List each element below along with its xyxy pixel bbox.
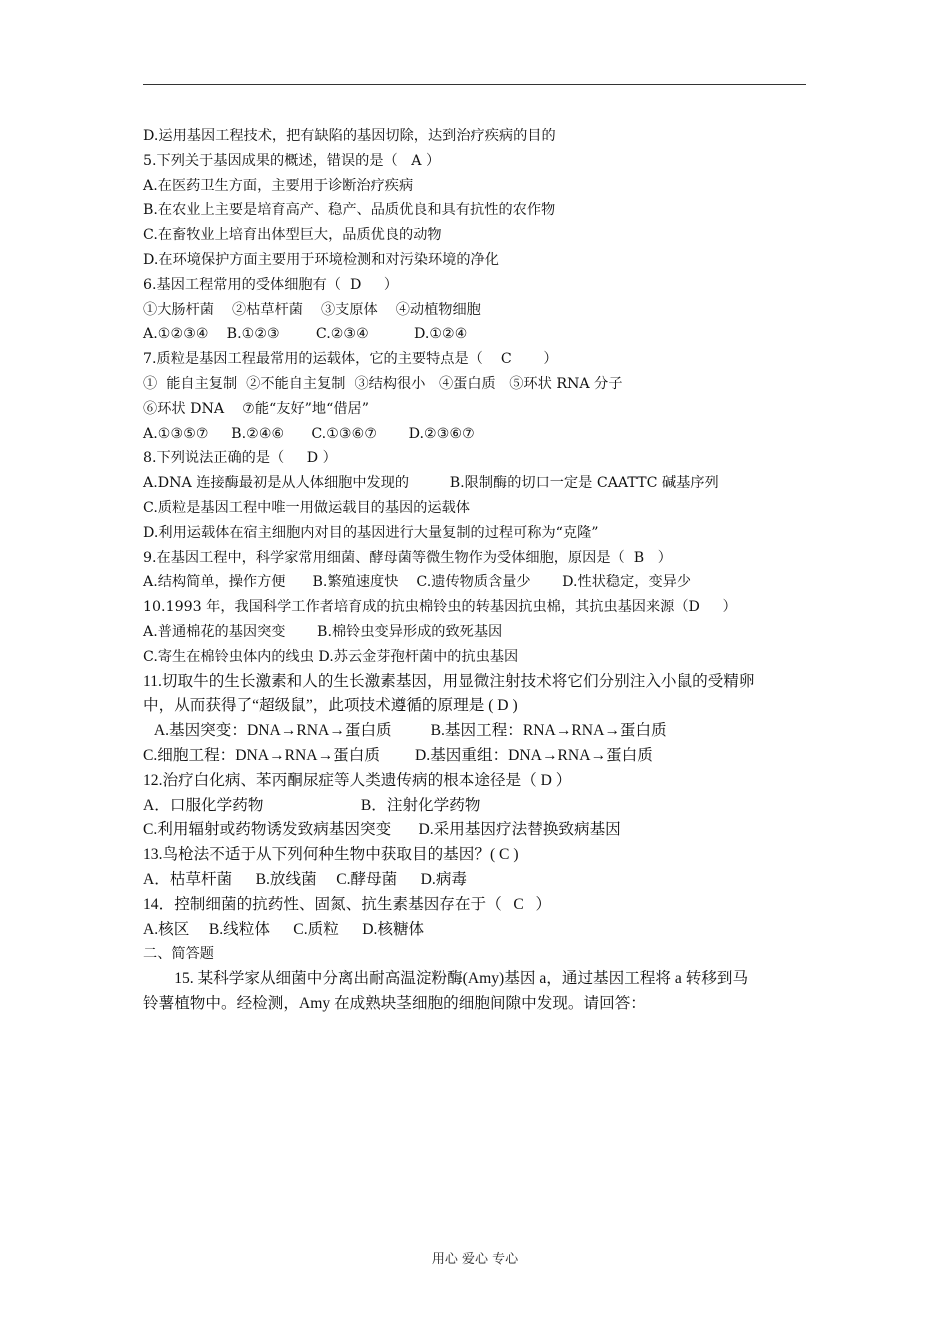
text-line: ① 能自主复制 ②不能自主复制 ③结构很小 ④蛋白质 ⑤环状 RNA 分子 xyxy=(143,375,623,392)
text-line: A.在医药卫生方面，主要用于诊断治疗疾病 xyxy=(143,177,414,194)
question-10: 10.1993 年，我国科学工作者培育成的抗虫棉铃虫的转基因抗虫棉，其抗虫基因来源（D ） xyxy=(143,599,737,616)
text-line: C.细胞工程：DNA→RNA→蛋白质 D.基因重组：DNA→RNA→蛋白质 xyxy=(143,746,653,764)
question-13: 13.鸟枪法不适于从下列何种生物中获取目的基因？( C ) xyxy=(143,846,519,864)
text-line: ①大肠杆菌 ②枯草杆菌 ③支原体 ④动植物细胞 xyxy=(143,301,481,318)
question-8: 8.下列说法正确的是（ D ） xyxy=(143,450,337,467)
text-line: D.利用运载体在宿主细胞内对目的基因进行大量复制的过程可称为“克隆” xyxy=(143,524,599,541)
text-line: C.利用辐射或药物诱发致病基因突变 D.采用基因疗法替换致病基因 xyxy=(143,821,621,839)
text-line: A.结构简单，操作方便 B.繁殖速度快 C.遗传物质含量少 D.性状稳定，变异少 xyxy=(143,574,692,591)
text-line: 铃薯植物中。经检测，Amy 在成熟块茎细胞的细胞间隙中发现。请回答： xyxy=(143,994,646,1012)
text-line: D.运用基因工程技术，把有缺陷的基因切除，达到治疗疾病的目的 xyxy=(143,128,556,144)
question-9: 9.在基因工程中，科学家常用细菌、酵母菌等微生物作为受体细胞，原因是（ B ） xyxy=(143,549,672,566)
text-line: A.普通棉花的基因突变 B.棉铃虫变异形成的致死基因 xyxy=(143,623,503,640)
text-line: 中，从而获得了“超级鼠”，此项技术遵循的原理是 ( D ) xyxy=(143,697,518,715)
text-line: C.在畜牧业上培育出体型巨大，品质优良的动物 xyxy=(143,227,442,244)
text-line: A.①②③④ B.①②③ C.②③④ D.①②④ xyxy=(143,326,468,343)
header-rule xyxy=(143,84,806,85)
text-line: A．口服化学药物 B．注射化学药物 xyxy=(143,796,481,814)
text-line: C.质粒是基因工程中唯一用做运载目的基因的运载体 xyxy=(143,499,470,516)
question-14: 14．控制细菌的抗药性、固氮、抗生素基因存在于（ C ） xyxy=(143,895,552,913)
question-15: 15. 某科学家从细菌中分离出耐高温淀粉酶(Amy)基因 a，通过基因工程将 a 转移到马 xyxy=(143,970,749,988)
text-line: ⑥环状 DNA ⑦能“友好”地“借居” xyxy=(143,400,370,417)
section-heading: 二、简答题 xyxy=(143,946,214,963)
document-body xyxy=(143,124,813,1017)
page-footer: 用心 爱心 专心 xyxy=(431,1252,519,1267)
question-7: 7.质粒是基因工程最常用的运载体，它的主要特点是（ C ） xyxy=(143,351,558,368)
text-line: B.在农业上主要是培育高产、稳产、品质优良和具有抗性的农作物 xyxy=(143,202,556,219)
text-line: A.核区 B.线粒体 C.质粒 D.核糖体 xyxy=(143,920,425,938)
question-5: 5.下列关于基因成果的概述，错误的是（ A ） xyxy=(143,152,441,169)
text-line: A.基因突变：DNA→RNA→蛋白质 B.基因工程：RNA→RNA→蛋白质 xyxy=(143,722,667,740)
text-line: A.①③⑤⑦ B.②④⑥ C.①③⑥⑦ D.②③⑥⑦ xyxy=(143,425,475,442)
text-line: A．枯草杆菌 B.放线菌 C.酵母菌 D.病毒 xyxy=(143,870,468,888)
question-6: 6.基因工程常用的受体细胞有（ D ） xyxy=(143,276,399,293)
question-12: 12.治疗白化病、苯丙酮尿症等人类遗传病的根本途径是（ D ） xyxy=(143,771,572,789)
text-line: C.寄生在棉铃虫体内的线虫 D.苏云金芽孢杆菌中的抗虫基因 xyxy=(143,648,519,665)
text-line: A.DNA 连接酶最初是从人体细胞中发现的 B.限制酶的切口一定是 CAATTC 碱基序列 xyxy=(143,475,719,492)
question-11: 11.切取牛的生长激素和人的生长激素基因，用显微注射技术将它们分别注入小鼠的受精卵 xyxy=(143,672,755,690)
text-line: D.在环境保护方面主要用于环境检测和对污染环境的净化 xyxy=(143,251,499,268)
